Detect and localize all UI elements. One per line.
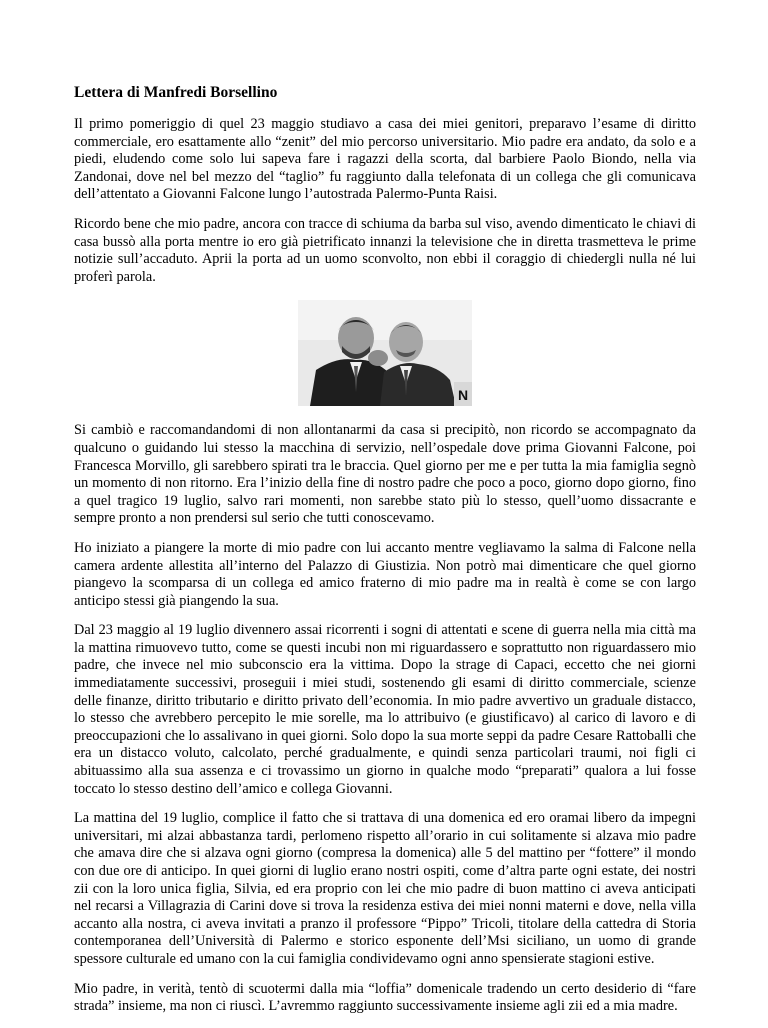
document-page (74, 84, 696, 1028)
photo-falcone-borsellino (298, 300, 472, 406)
paragraph: Si cambiò e raccomandandomi di non allontanarmi da casa si precipitò, non ricordo se accompagnato da qualcuno o guidando lui stesso la macchina di servizio, nell’ospedale dove prima Giovanni Falcone, poi Francesca Morvillo, gli sarebbero spirati tra le braccia. Quel giorno per me e per tutta la mia famiglia segnò un momento di non ritorno. Era l’inizio della fine di nostro padre che poco a poco, giorno dopo giorno, fino a quel tragico 19 luglio, salvo rari momenti, non sarebbe stato più lo stesso, quell’uomo dissacrante e sempre pronto a non prendersi sul serio che tutti conoscevamo. (74, 422, 696, 527)
paragraph: Ho iniziato a piangere la morte di mio padre con lui accanto mentre vegliavamo la salma di Falcone nella camera ardente allestita all’interno del Palazzo di Giustizia. Non potrò mai dimenticare che quel giorno piangevo la scomparsa di un collega ed amico fraterno di mio padre ma in realtà è come se con largo anticipo stessi già piangendo la sua. (74, 539, 696, 609)
photo-container (74, 300, 696, 406)
paragraph: Dal 23 maggio al 19 luglio divennero assai ricorrenti i sogni di attentati e scene di guerra nella mia città ma la mattina rimuovevo tutto, come se questi incubi non mi riguardassero e soprattutto non riguardassero mio padre, che invece nel mio subconscio era la vittima. Dopo la strage di Capaci, eccetto che nei giorni immediatamente successivi, proseguii i miei studi, sostenendo gli esami di diritto commerciale, scienze delle finanze, diritto tributario e diritto privato dell’economia. In mio padre avvertivo un graduale distacco, lo stesso che avrebbero percepito le mie sorelle, ma lo attribuivo (e giustificavo) al carico di lavoro e di preoccupazioni che lo assalivano in quei giorni. Solo dopo la sua morte seppi da padre Cesare Rattoballi che era un distacco voluto, calcolato, perché gradualmente, e quindi senza particolari traumi, noi figli ci abituassimo alla sua assenza e ci trovassimo un giorno in qualche modo “preparati” qualora a lui fosse toccato lo stesso destino dell’amico e collega Giovanni. (74, 622, 696, 797)
paragraph: Ricordo bene che mio padre, ancora con tracce di schiuma da barba sul viso, avendo dimenticato le chiavi di casa bussò alla porta mentre io ero già pietrificato innanzi la televisione che in diretta trasmetteva le prime notizie sull’accaduto. Aprii la porta ad un uomo sconvolto, non ebbi il coraggio di chiedergli nulla né lui proferì parola. (74, 215, 696, 285)
paragraph: Il primo pomeriggio di quel 23 maggio studiavo a casa dei miei genitori, preparavo l’esame di diritto commerciale, ero esattamente allo “zenit” del mio percorso universitario. Mio padre era andato, da solo e a piedi, eludendo come solo lui sapeva fare i ragazzi della scorta, dal barbiere Paolo Biondo, nella via Zandonai, dove nel bel mezzo del “taglio” fu raggiunto dalla telefonata di un collega che gli comunicava dell’attentato a Giovanni Falcone lungo l’autostrada Palermo-Punta Raisi. (74, 116, 696, 203)
paragraph: Mio padre, in verità, tentò di scuotermi dalla mia “loffia” domenicale tradendo un certo desiderio di “fare strada” insieme, ma non ci riuscì. L’avremmo raggiunto successivamente insieme agli zii ed a mia madre. (74, 980, 696, 1015)
document-title: Lettera di Manfredi Borsellino (74, 84, 278, 101)
paragraph: La mattina del 19 luglio, complice il fatto che si trattava di una domenica ed ero oramai libero da impegni universitari, mi alzai abbastanza tardi, perlomeno rispetto all’orario in cui solitamente si alzava mio padre che amava dire che si alzava ogni giorno (compresa la domenica) alle 5 del mattino per “fottere” il mondo con due ore di anticipo. In quei giorni di luglio erano nostri ospiti, come d’altra parte ogni estate, dei nostri zii con la loro unica figlia, Silvia, ed era proprio con lei che mio padre di buon mattino ci aveva anticipati nel recarsi a Villagrazia di Carini dove si trova la residenza estiva dei miei nonni materni e dove, nella villa accanto alla nostra, ci aveva invitati a pranzo il professore “Pippo” Tricoli, titolare della cattedra di Storia contemporanea dell’Università di Palermo e storico esponente dell’Msi siciliano, un uomo di grande spessore culturale ed umano con la cui famiglia condividevamo ogni anno spensierate stagioni estive. (74, 810, 696, 967)
photo-sign-letter: N (458, 387, 469, 404)
